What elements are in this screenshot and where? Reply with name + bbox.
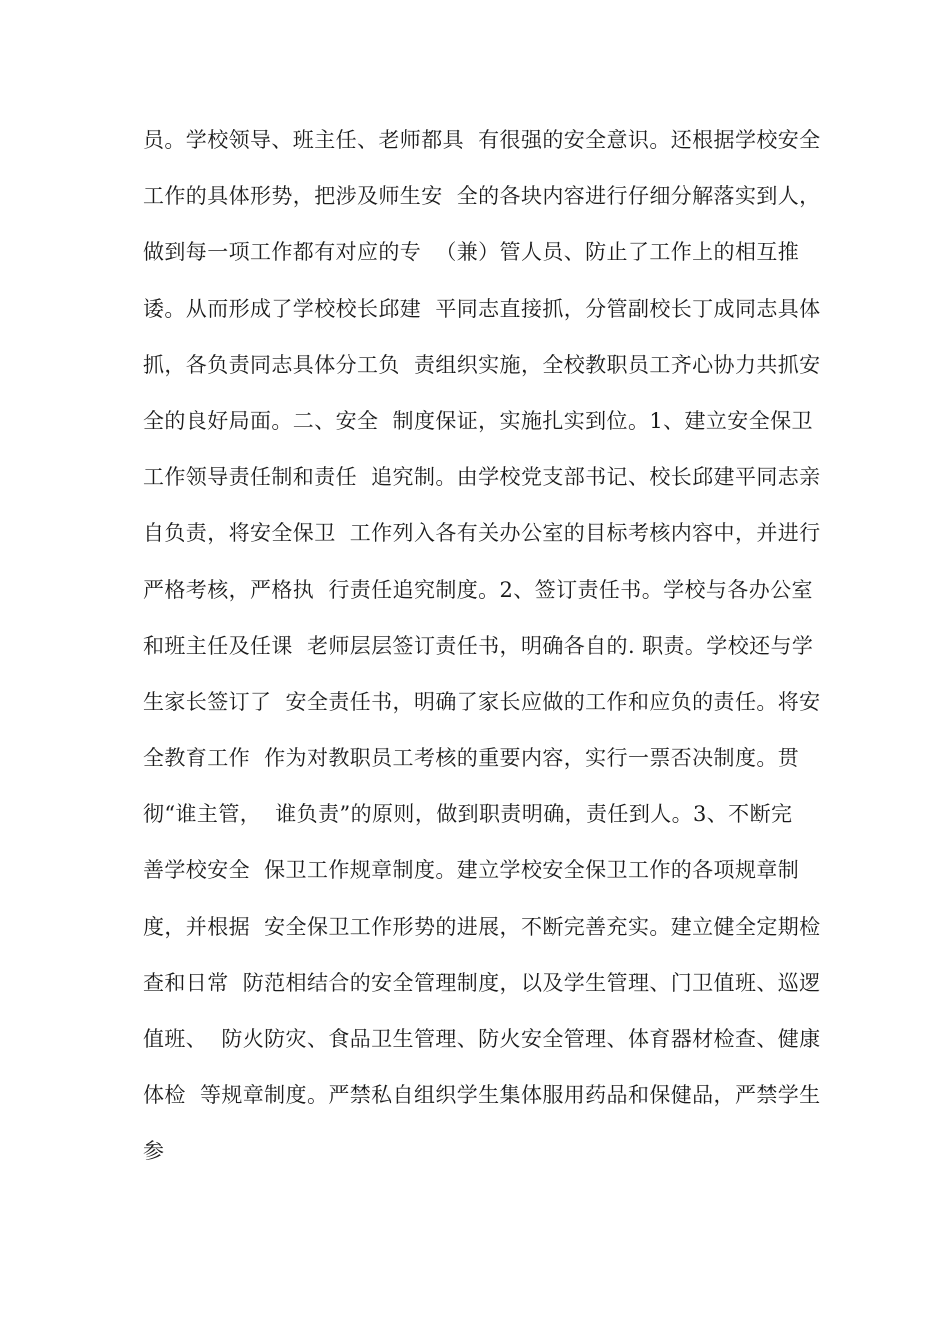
text-line-17: 值班、 防火防灾、食品卫生管理、防火安全管理、体育器材检查、健康 (143, 1027, 821, 1051)
text-line-16: 查和日常 防范相结合的安全管理制度，以及学生管理、门卫值班、巡逻 (143, 970, 821, 995)
text-line-3: 做到每一项工作都有对应的专 （兼）管人员、防止了工作上的相互推 (143, 240, 800, 265)
text-line-2: 工作的具体形势，把涉及师生安 全的各块内容进行仔细分解落实到人， (143, 184, 821, 209)
body-paragraph (143, 118, 833, 1186)
text-line-9: 严格考核，严格执 行责任追究制度。2、签订责任书。学校与各办公室 (143, 577, 813, 602)
text-line-14: 善学校安全 保卫工作规章制度。建立学校安全保卫工作的各项规章制 (143, 858, 800, 883)
text-line-13: 彻“谁主管， 谁负责”的原则，做到职责明确，责任到人。3、不断完 (143, 802, 793, 827)
text-line-15: 度，并根据 安全保卫工作形势的进展，不断完善充实。建立健全定期检 (143, 914, 821, 939)
text-line-18: 体检 等规章制度。严禁私自组织学生集体服用药品和保健品，严禁学生 (143, 1083, 821, 1108)
text-line-11: 生家长签订了 安全责任书，明确了家长应做的工作和应负的责任。将安 (143, 689, 821, 714)
text-line-7: 工作领导责任制和责任 追究制。由学校党支部书记、校长邱建平同志亲 (143, 465, 821, 490)
text-line-5: 抓，各负责同志具体分工负 责组织实施，全校教职员工齐心协力共抓安 (143, 352, 821, 377)
text-line-10: 和班主任及任课 老师层层签订责任书，明确各自的. 职责。学校还与学 (143, 633, 814, 658)
text-line-19: 参 (143, 1139, 165, 1164)
text-line-6: 全的良好局面。二、安全 制度保证，实施扎实到位。1、建立安全保卫 (143, 408, 813, 433)
text-line-12: 全教育工作 作为对教职员工考核的重要内容，实行一票否决制度。贯 (143, 746, 800, 771)
text-line-4: 诿。从而形成了学校校长邱建 平同志直接抓，分管副校长丁成同志具体 (143, 296, 821, 321)
text-line-8: 自负责，将安全保卫 工作列入各有关办公室的目标考核内容中，并进行 (143, 521, 821, 546)
text-line-1: 员。学校领导、班主任、老师都具 有很强的安全意识。还根据学校安全 (143, 128, 821, 152)
